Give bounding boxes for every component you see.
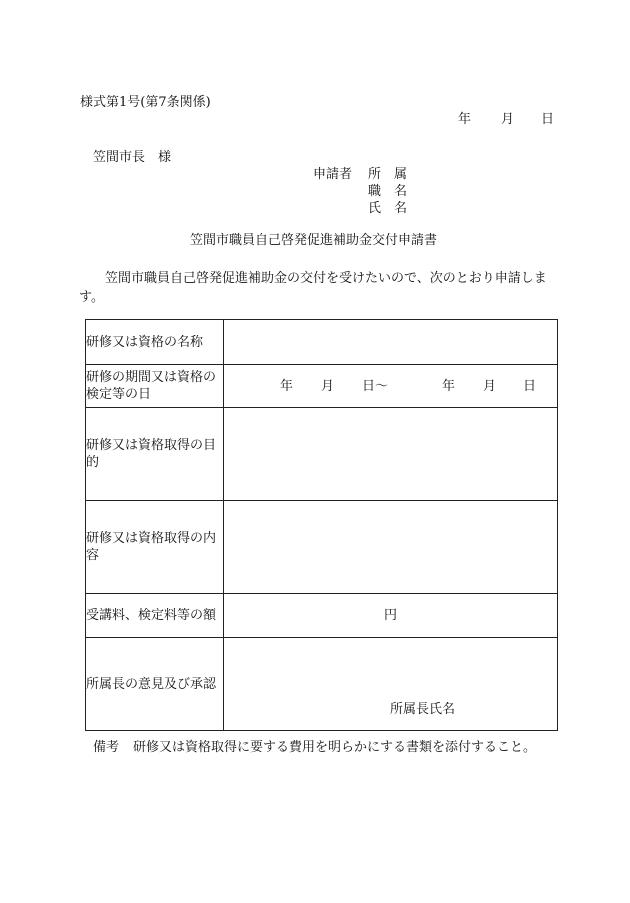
row-label-purpose: 研修又は資格取得の目的 [86, 408, 224, 501]
application-date [458, 113, 554, 126]
period-start-month: 月 [321, 378, 335, 394]
row-label-content: 研修又は資格取得の内容 [86, 501, 224, 594]
applicant-position-label: 職 名 [368, 184, 408, 199]
date-month-label: 月 [501, 112, 515, 127]
content-field[interactable] [224, 501, 558, 594]
addressee: 笠間市長 様 [93, 150, 172, 165]
row-label-supervisor-approval: 所属長の意見及び承認 [86, 638, 224, 731]
table-row [86, 501, 558, 594]
applicant-block [313, 166, 408, 217]
remarks [93, 741, 536, 754]
period-end-month: 月 [483, 378, 497, 394]
table-row [86, 638, 558, 731]
applicant-row-position [313, 183, 408, 200]
row-label-training-period: 研修の期間又は資格の検定等の日 [86, 365, 224, 408]
applicant-name-label: 氏 名 [368, 201, 408, 216]
document-title: 笠間市職員自己啓発促進補助金交付申請書 [190, 233, 438, 248]
table-row [86, 408, 558, 501]
purpose-field[interactable] [224, 408, 558, 501]
period-start-day: 日～ [362, 378, 389, 394]
request-statement: 笠間市職員自己啓発促進補助金の交付を受けたいので、次のとおり申請します。 [79, 271, 547, 305]
date-year-label: 年 [458, 112, 472, 127]
form-number: 様式第1号(第7条関係) [80, 95, 211, 110]
application-table [85, 319, 558, 731]
supervisor-name-label: 所属長氏名 [390, 702, 456, 717]
applicant-affiliation-label: 所 属 [368, 167, 408, 182]
period-range [224, 380, 557, 393]
period-end-day: 日 [523, 378, 537, 394]
table-row [86, 594, 558, 638]
period-start-year: 年 [280, 378, 294, 394]
remarks-text: 研修又は資格取得に要する費用を明らかにする書類を添付すること。 [133, 740, 537, 755]
training-period-field[interactable] [224, 365, 558, 408]
training-name-field[interactable] [224, 320, 558, 365]
row-label-training-name: 研修又は資格の名称 [86, 320, 224, 365]
table-row [86, 365, 558, 408]
applicant-row-affiliation [313, 166, 408, 183]
applicant-row-name [313, 200, 408, 217]
table-row [86, 320, 558, 365]
fee-amount-field[interactable] [224, 594, 558, 638]
supervisor-approval-field[interactable] [224, 638, 558, 731]
applicant-lead-label: 申請者 [313, 167, 353, 182]
remarks-label: 備考 [93, 740, 120, 755]
row-label-fee-amount: 受講料、検定料等の額 [86, 594, 224, 638]
date-day-label: 日 [541, 112, 555, 127]
yen-unit: 円 [383, 608, 397, 623]
period-end-year: 年 [442, 378, 456, 394]
